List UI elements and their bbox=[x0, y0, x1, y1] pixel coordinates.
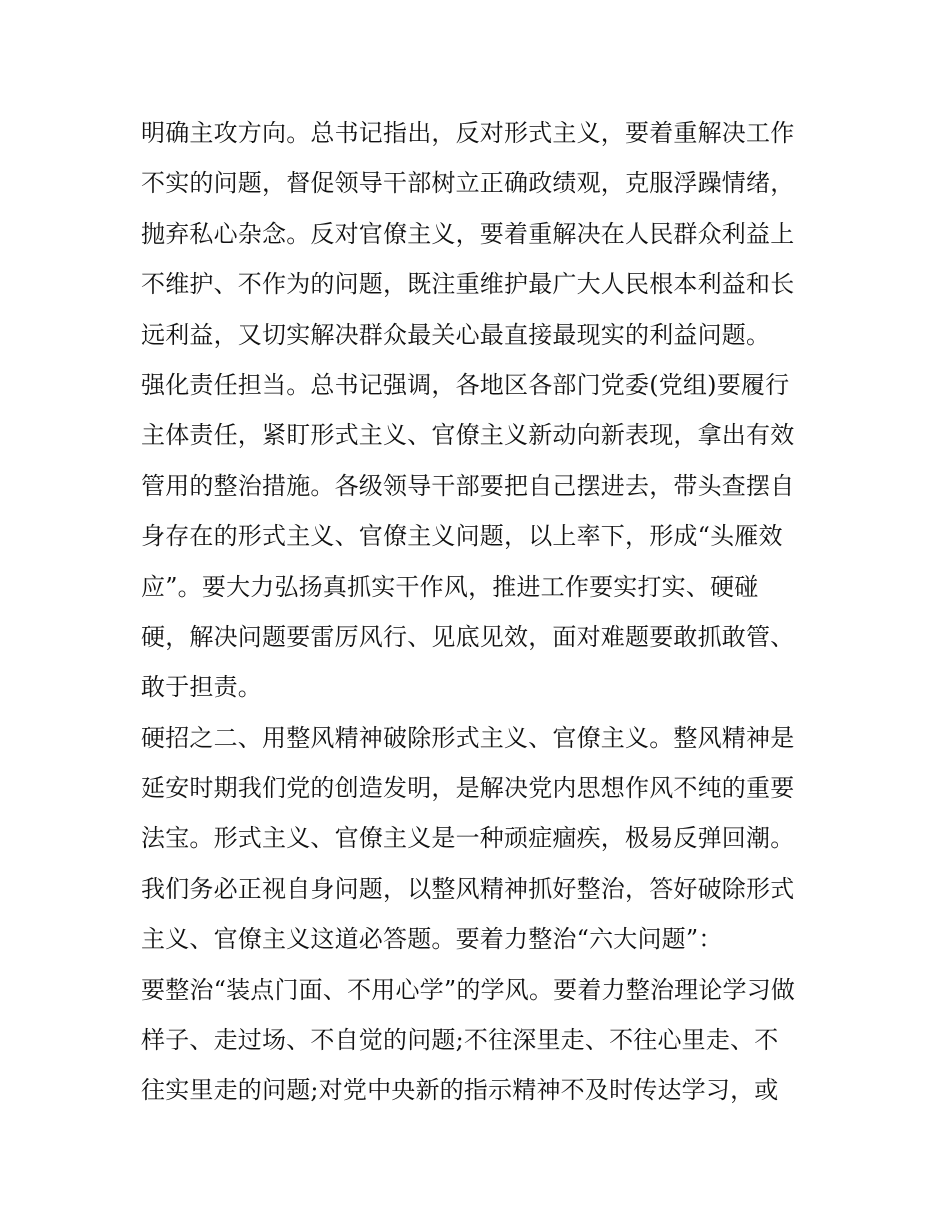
text-line: 应”。要大力弘扬真抓实干作风，推进工作要实打实、硬碰 bbox=[141, 572, 759, 601]
body-text bbox=[141, 108, 821, 1116]
text-line: 延安时期我们党的创造发明，是解决党内思想作风不纯的重要 bbox=[141, 774, 795, 803]
text-line: 不维护、不作为的问题，既注重维护最广大人民根本利益和长 bbox=[141, 270, 795, 299]
text-line: 敢于担责。 bbox=[141, 673, 262, 702]
text-line: 抛弃私心杂念。反对官僚主义，要着重解决在人民群众利益上 bbox=[141, 219, 795, 248]
text-line: 样子、走过场、不自觉的问题;不往深里走、不往心里走、不 bbox=[141, 1026, 779, 1055]
text-line: 法宝。形式主义、官僚主义是一种顽症痼疾，极易反弹回潮。 bbox=[141, 824, 795, 853]
text-line: 不实的问题，督促领导干部树立正确政绩观，克服浮躁情绪， bbox=[141, 169, 795, 198]
text-line: 远利益，又切实解决群众最关心最直接最现实的利益问题。 bbox=[141, 320, 771, 349]
text-line: 主义、官僚主义这道必答题。要着力整治“六大问题”： bbox=[141, 925, 723, 954]
text-line: 要整治“装点门面、不用心学”的学风。要着力整治理论学习做 bbox=[141, 975, 796, 1004]
text-line: 明确主攻方向。总书记指出，反对形式主义，要着重解决工作 bbox=[141, 119, 795, 147]
text-line: 硬招之二、用整风精神破除形式主义、官僚主义。整风精神是 bbox=[141, 723, 795, 752]
text-line: 主体责任，紧盯形式主义、官僚主义新动向新表现，拿出有效 bbox=[141, 421, 795, 450]
text-line: 管用的整治措施。各级领导干部要把自己摆进去，带头查摆自 bbox=[141, 471, 795, 500]
text-line: 我们务必正视自身问题，以整风精神抓好整治，答好破除形式 bbox=[141, 874, 795, 903]
text-line: 往实里走的问题;对党中央新的指示精神不及时传达学习，或 bbox=[141, 1076, 779, 1105]
text-line: 身存在的形式主义、官僚主义问题，以上率下，形成“头雁效 bbox=[141, 522, 783, 551]
text-line: 硬，解决问题要雷厉风行、见底见效，面对难题要敢抓敢管、 bbox=[141, 622, 795, 651]
text-line: 强化责任担当。总书记强调，各地区各部门党委(党组)要履行 bbox=[141, 370, 790, 399]
